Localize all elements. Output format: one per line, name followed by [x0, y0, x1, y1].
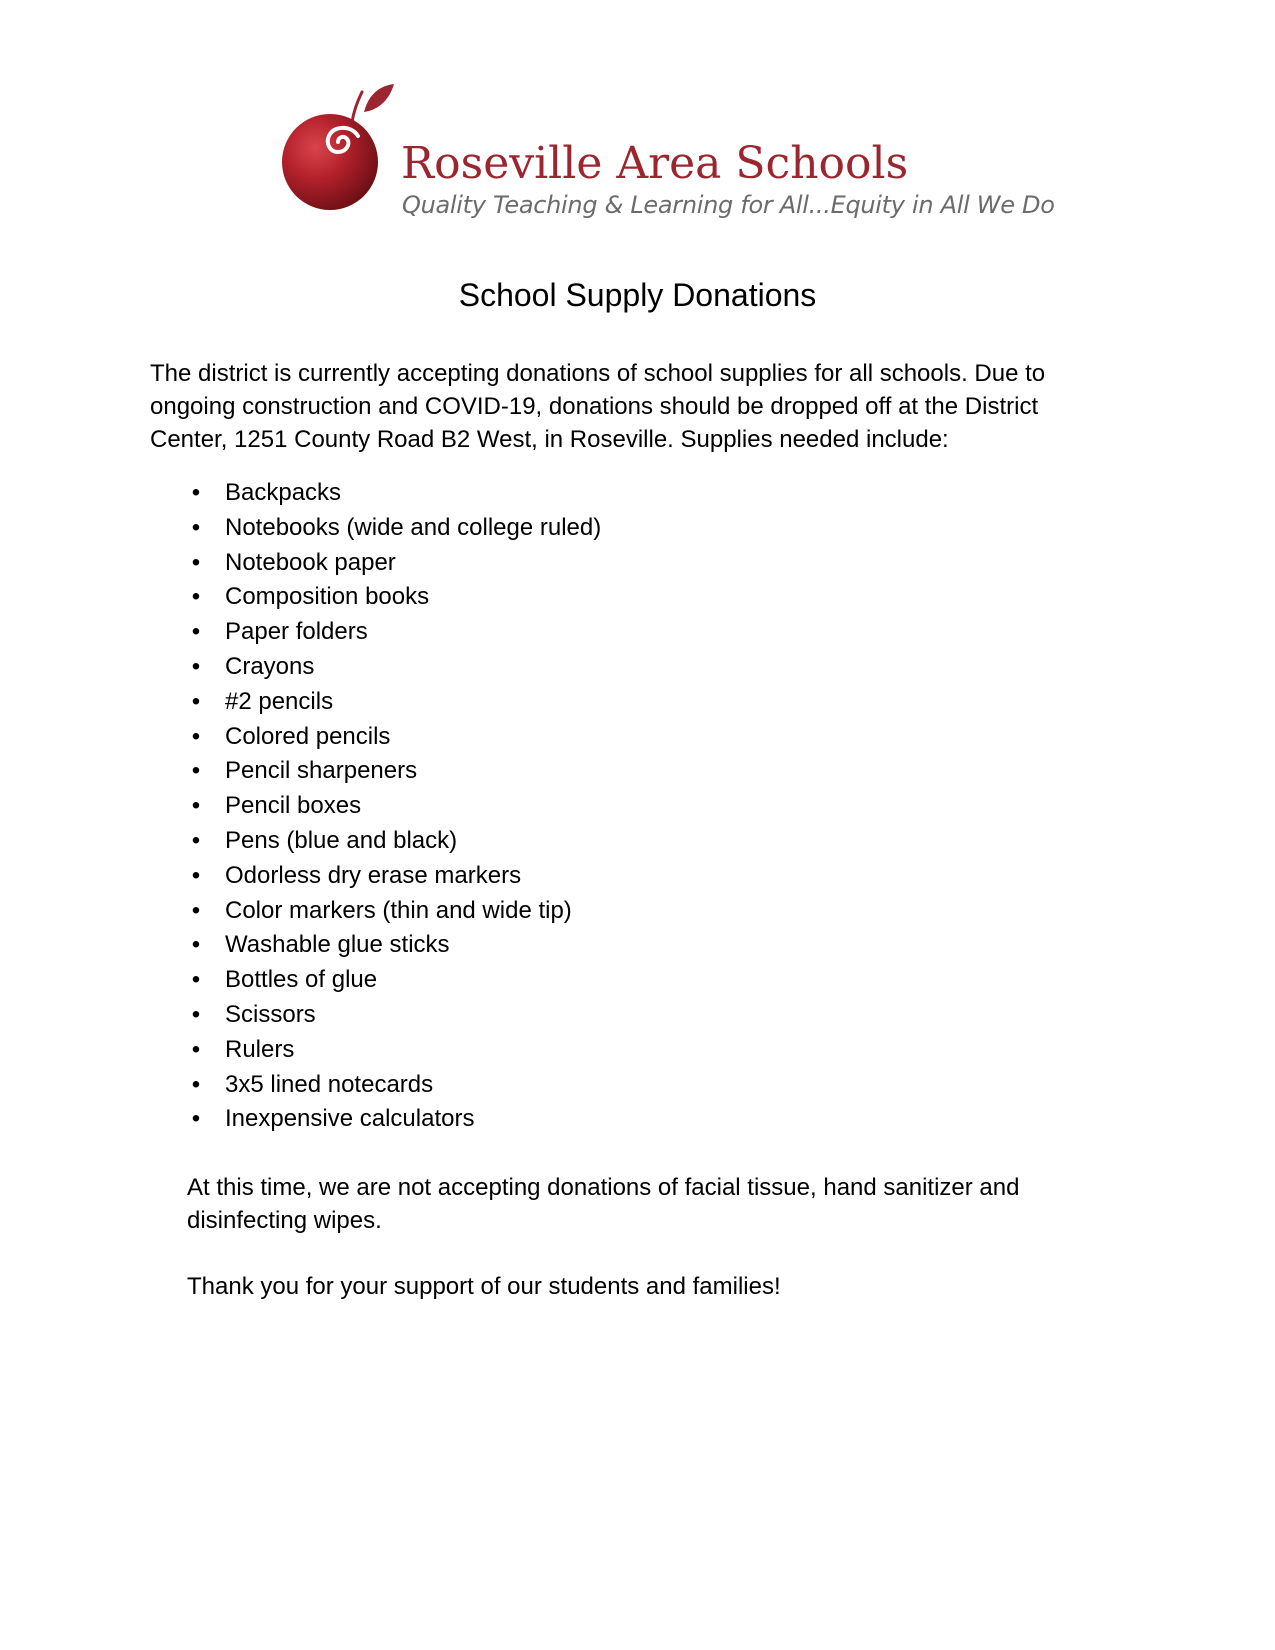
bullet-icon — [186, 1068, 206, 1103]
supply-item-text: Paper folders — [225, 618, 368, 646]
supply-item-text: Pencil sharpeners — [225, 757, 418, 785]
supply-item-text: Composition books — [225, 583, 430, 611]
supply-item-text: Notebooks (wide and college ruled) — [225, 513, 602, 541]
intro-paragraph: The district is currently accepting donations of school supplies for all schools. Due to ongoing construction and COVID-19, donations should be dropped off at the District Center, 1251 County Road B2 West, in Roseville. Supplies needed include: — [150, 360, 1046, 453]
bullet-icon — [186, 998, 206, 1033]
supply-item-text: Rulers — [225, 1035, 295, 1063]
donation-exclusions-note: At this time, we are not accepting donations of facial tissue, hand sanitizer and disinfecting wipes. — [187, 1174, 1020, 1234]
bullet-icon — [186, 615, 206, 650]
bullet-icon — [186, 894, 206, 929]
supply-item-text: Color markers (thin and wide tip) — [225, 896, 572, 924]
page-title: School Supply Donations — [458, 277, 817, 313]
supply-item-text: Odorless dry erase markers — [225, 861, 522, 889]
bullet-icon — [186, 1033, 206, 1068]
thank-you-message: Thank you for your support of our students and families! — [187, 1273, 781, 1300]
bullet-icon — [186, 476, 206, 511]
apple-swirl-icon — [282, 82, 412, 222]
bullet-icon — [186, 580, 206, 615]
supply-item-text: #2 pencils — [225, 687, 334, 715]
supply-item-text: 3x5 lined notecards — [225, 1070, 434, 1098]
supply-item-text: Backpacks — [225, 479, 342, 506]
bullet-icon — [186, 963, 206, 998]
supply-item-text: Notebook paper — [225, 548, 396, 576]
bullet-icon — [186, 859, 206, 894]
supply-item-text: Colored pencils — [225, 722, 391, 750]
supply-item-text: Inexpensive calculators — [225, 1105, 475, 1133]
bullet-icon — [186, 824, 206, 859]
bullet-icon — [186, 1102, 206, 1137]
district-logo — [282, 82, 1055, 232]
supply-item-text: Crayons — [225, 652, 315, 680]
bullet-icon — [186, 650, 206, 685]
bullet-icon — [186, 789, 206, 824]
bullet-icon — [186, 720, 206, 755]
brand-tagline: Quality Teaching & Learning for All...Equity in All We Do — [402, 191, 1055, 219]
supply-item-text: Pencil boxes — [225, 792, 362, 820]
supply-item-text: Washable glue sticks — [225, 931, 450, 959]
supply-item-text: Scissors — [225, 1000, 316, 1028]
supply-item-text: Bottles of glue — [225, 966, 378, 994]
bullet-icon — [186, 754, 206, 789]
bullet-icon — [186, 546, 206, 581]
bullet-icon — [186, 511, 206, 546]
bullet-icon — [186, 928, 206, 963]
brand-name: Roseville Area Schools — [401, 138, 909, 189]
bullet-icon — [186, 685, 206, 720]
supply-item-text: Pens (blue and black) — [225, 826, 458, 854]
